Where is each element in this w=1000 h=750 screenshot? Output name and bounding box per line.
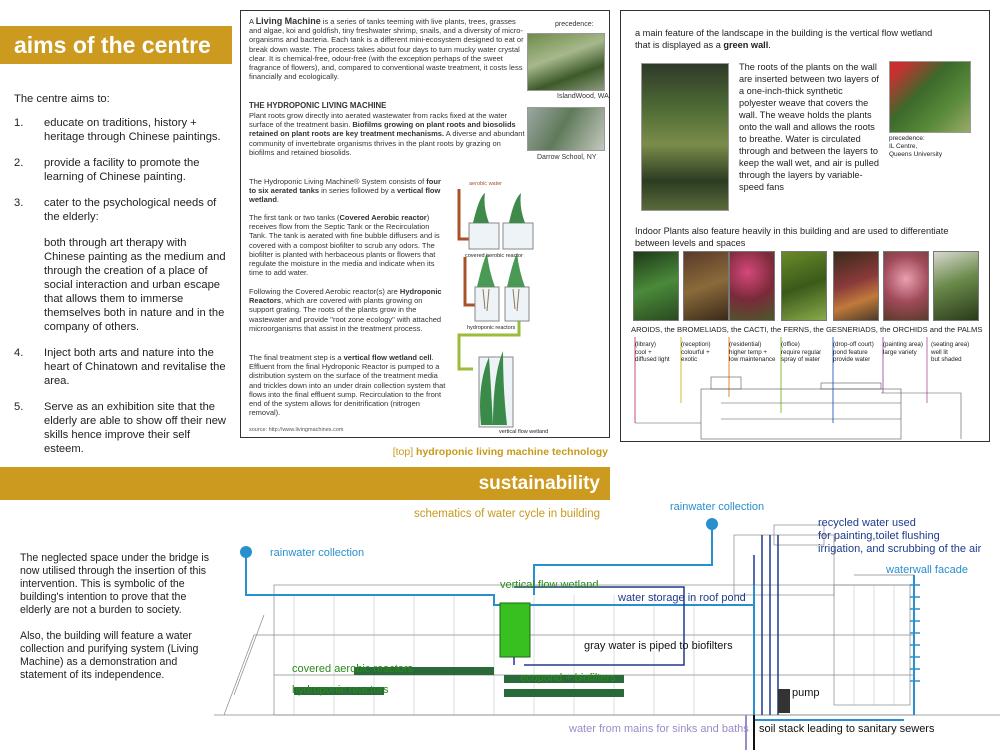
cactus-photo (729, 251, 775, 321)
zone-library: (library) cool + diffused light (635, 341, 670, 364)
aim-item-4: 4. Inject both arts and nature into the heart of Chinatown and revitalise the area. (14, 347, 226, 387)
aroid-photo (633, 251, 679, 321)
aim-item-3: 3. cater to the psychological needs of the elderly: both through art therapy with Chinese painting as the medium and through the creation of a place of social interaction and urban escape that allows them to immerse themselves both in nature and in the company of others. (14, 197, 226, 333)
sustainability-para-1: The neglected space under the bridge is now utilised through the insertion of this intervention. This is symbolic of the building's intention to prove that the elderly are not a burden to society. (20, 552, 210, 616)
palm-photo (933, 251, 979, 321)
label-hydroponic-reactors: hydroponic reactors (292, 684, 389, 696)
sustainability-text (20, 552, 220, 695)
label-recycled-water: recycled water used for painting,toilet flushing irrigation, and scrubbing of the air (818, 517, 982, 555)
label-pump: pump (792, 687, 820, 699)
aims-title: aims of the centre (0, 26, 232, 64)
aim-item-1: 1. educate on traditions, history + heritage through Chinese paintings. (14, 117, 221, 143)
living-machine-panel (240, 10, 610, 438)
reactor-text: Following the Covered Aerobic reactor(s) are Hydroponic Reactors, which are covered with plants growing on support grating. The roots of the plants grow in the wastewater and provide "root zone ecology" with attached microorganisms that assist in the treatment process. (249, 287, 442, 333)
zone-residential: (residential) higher temp + low maintenance (729, 341, 776, 364)
diagram-label-covered: covered aerobic reactor (465, 253, 523, 259)
label-covered-reactors: covered aerobic reactors (292, 663, 414, 675)
plants-caption: AROIDS, the BROMELIADS, the CACTI, the FERNS, the GESNERIADS, the ORCHIDS and the PALMS (631, 325, 983, 334)
il-centre-caption: precedence: IL Centre, Queens University (889, 135, 943, 158)
bromeliad-photo (683, 251, 729, 321)
aim-item-2: 2. provide a facility to promote the learning of Chinese painting. (14, 157, 200, 183)
green-wall-body: The roots of the plants on the wall are inserted between two layers of a one-inch-thick synthetic polyester weave that covers the wall. The weave holds the plants onto the wall and allows the roots to breathe. Water is circulated through and between the layers to keep the wall wet, and air is pulled through the layers by variable-speed fans (739, 62, 879, 192)
label-rainwater-top: rainwater collection (670, 501, 765, 513)
hydro-text: Plant roots grow directly into aerated wastewater from racks fixed at the water surface of the treatment basin. Biofilms growing on plant roots and biosolids retained on plant roots are key treatment mechanisms. A diverse and abundant community of invertebrate organisms thrives in the plant roots by grazing on biofilms and retained biosolids. (249, 111, 525, 157)
label-vertical-wetland: vertical flow wetland (500, 579, 599, 591)
living-machine-caption: [top] hydroponic living machine technology (392, 446, 608, 458)
darrow-photo (527, 107, 605, 151)
label-gray-water: gray water is piped to biofilters (584, 640, 733, 652)
source-note: source: http://www.livingmachines.com (249, 427, 344, 433)
islandwood-caption: IslandWood, WA (557, 93, 609, 100)
schematic-title: schematics of water cycle in building (414, 508, 600, 520)
diagram-label-hydroponic: hydroponic reactors (467, 325, 516, 331)
label-soil-stack: soil stack leading to sanitary sewers (759, 723, 935, 735)
il-centre-photo (889, 61, 971, 133)
indoor-plants-text: Indoor Plants also feature heavily in this building and are used to differentiate between levels and spaces (635, 226, 949, 248)
sustainability-title: sustainability (0, 467, 610, 500)
tank-text: The first tank or two tanks (Covered Aerobic reactor) receives flow from the Septic Tank or the Recirculation Tank. The tank is aerated with fine bubble diffusers and is covered with a compost biofilter to scrub any odors. The biofilter is planted with herbaceous plants or flowers that regulate the moisture in the media and indicate when its time to add water. (249, 213, 440, 278)
gesneriad-photo (833, 251, 879, 321)
aim-item-5: 5. Serve as an exhibition site that the elderly are able to show off their new skills hence improve their self esteem. (14, 401, 227, 455)
living-machine-intro: A Living Machine is a series of tanks teeming with live plants, trees, grasses and algae, koi and goldfish, tiny freshwater shrimp, snails, and a diversity of micro-organisms and bacteria. Each tank is a different mini-ecosystem designed to eat or break down waste. The process takes about four days to turn mucky water crystal clear. It is chemical-free, odour-free (with the exception perhaps of the sweet fragrance of flowers), and, compared to conventional waste treatment, it costs less financially and ecologically. (249, 16, 524, 82)
precedence-label: precedence: (555, 21, 594, 28)
aims-intro: The centre aims to: (14, 93, 110, 105)
diagram-label-wetland: vertical flow wetland (499, 429, 549, 435)
darrow-caption: Darrow School, NY (537, 154, 597, 161)
zone-drop-off: (drop-off court) pond feature provide water (833, 341, 874, 364)
fern-photo (781, 251, 827, 321)
label-rainwater-left: rainwater collection (270, 547, 365, 559)
label-ecopond: ecopond + biofilters (520, 672, 616, 684)
islandwood-photo (527, 33, 605, 91)
system-text: The Hydroponic Living Machine® System consists of four to six aerated tanks in series followed by a vertical flow wetland. (249, 177, 441, 205)
green-wall-intro: a main feature of the landscape in the building is the vertical flow wetland that is displayed as a green wall. (635, 28, 933, 50)
label-water-storage: water storage in roof pond (618, 592, 746, 604)
orchid-photo (883, 251, 929, 321)
hydro-heading: THE HYDROPONIC LIVING MACHINE (249, 101, 387, 110)
aims-list (14, 92, 230, 468)
diagram-label-aerobic: aerobic water (469, 181, 503, 187)
zone-reception: (reception) colourful + exotic (681, 341, 711, 364)
green-wall-panel (620, 10, 990, 442)
zone-painting: (painting area) large variety (883, 341, 923, 356)
label-mains-water: water from mains for sinks and baths (569, 723, 749, 735)
sustainability-para-2: Also, the building will feature a water collection and purifying system (Living Machine) as a demonstration and statement of its independence. (20, 630, 199, 681)
label-waterwall: waterwall facade (886, 564, 968, 576)
green-wall-photo (641, 63, 729, 211)
final-text: The final treatment step is a vertical flow wetland cell. Effluent from the final Hydroponic Reactor is pumped to a distribution system on the surface of the treatment media and trickles down into an under drain collection system that flows into the final effluent sump. Recirculation to the front end of the system allows for denitrification (nitrogen removal). (249, 353, 446, 418)
zone-seating: (seating area) well lit but shaded (931, 341, 970, 364)
zone-office: (office) require regular spray of water (781, 341, 822, 364)
living-machine-diagram (453, 175, 553, 433)
